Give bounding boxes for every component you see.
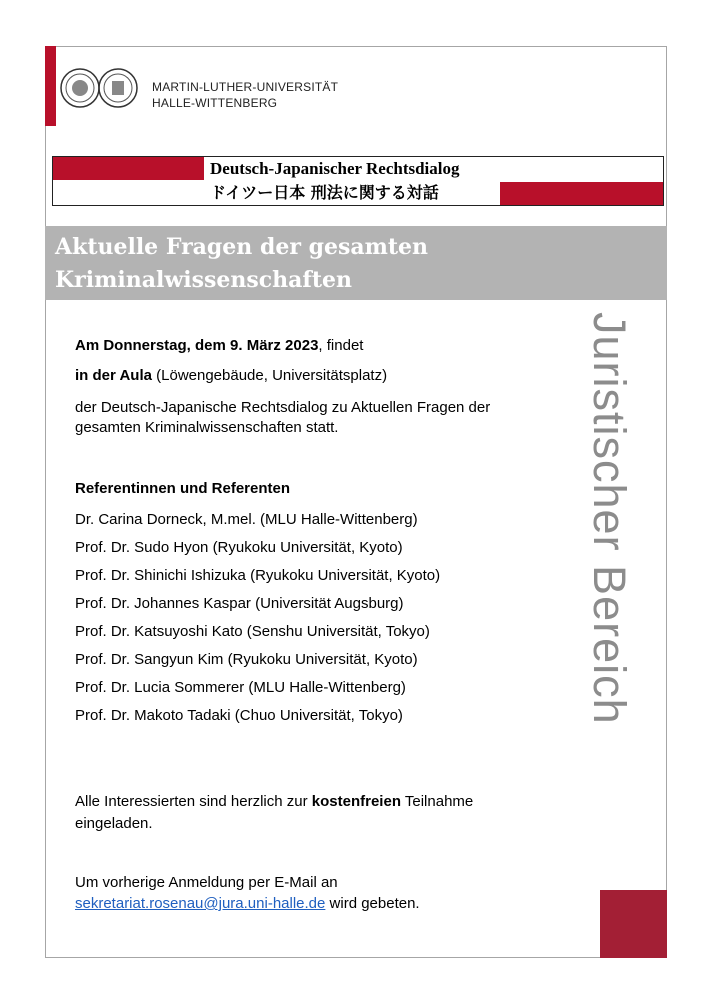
side-label: [566, 312, 654, 812]
accent-bar: [45, 46, 56, 126]
registration-line2: [75, 894, 420, 914]
invite-part2: Teilnahme: [400, 793, 474, 810]
speaker-item: Prof. Dr. Shinichi Ishizuka (Ryukoku Universität, Kyoto): [75, 567, 441, 584]
speaker-item: Prof. Dr. Johannes Kaspar (Universität Augsburg): [75, 595, 404, 612]
dialog-title-de: Deutsch-Japanischer Rechtsdialog: [210, 159, 460, 178]
speaker-item: Prof. Dr. Sangyun Kim (Ryukoku Universität, Kyoto): [75, 651, 418, 668]
invite-line1: [75, 792, 473, 812]
page-title: [55, 231, 535, 297]
intro-date-line: [75, 336, 363, 356]
registration-line1: Um vorherige Anmeldung per E-Mail an: [75, 874, 338, 891]
dialog-title-jp: ドイツー日本 刑法に関する対話: [210, 183, 439, 202]
university-seal-icon: [60, 66, 140, 110]
speaker-item: Prof. Dr. Makoto Tadaki (Chuo Universität, Tokyo): [75, 707, 403, 724]
intro-place-line: [75, 366, 387, 386]
speaker-item: Prof. Dr. Katsuyoshi Kato (Senshu Universität, Tokyo): [75, 623, 430, 640]
corner-accent: [600, 890, 667, 958]
speaker-item: Prof. Dr. Sudo Hyon (Ryukoku Universität, Kyoto): [75, 539, 403, 556]
side-label-text: Juristischer Bereich: [584, 312, 635, 725]
page-title-line2: Kriminalwissenschaften: [55, 267, 353, 293]
speakers-heading: Referentinnen und Referenten: [75, 480, 291, 497]
intro-desc-line2: gesamten Kriminalwissenschaften statt.: [75, 419, 339, 436]
invite-part1: Alle Interessierten sind herzlich zur: [75, 793, 312, 810]
speaker-item: Prof. Dr. Lucia Sommerer (MLU Halle-Wittenberg): [75, 679, 406, 696]
intro-desc-line1: der Deutsch-Japanische Rechtsdialog zu Aktuellen Fragen der: [75, 399, 491, 416]
invite-bold: kostenfreien: [311, 793, 401, 810]
page-title-line1: Aktuelle Fragen der gesamten: [55, 234, 429, 260]
email-link[interactable]: sekretariat.rosenau@jura.uni-halle.de: [75, 895, 326, 912]
intro-place-rest: (Löwengebäude, Universitätsplatz): [151, 367, 388, 384]
speaker-item: Dr. Carina Dorneck, M.mel. (MLU Halle-Wittenberg): [75, 511, 418, 528]
university-name: [152, 79, 338, 111]
university-name-line1: MARTIN-LUTHER-UNIVERSITÄT: [152, 80, 339, 94]
intro-place: in der Aula: [75, 367, 152, 384]
invite-line2: eingeladen.: [75, 815, 153, 832]
intro-date-rest: , findet: [318, 337, 364, 354]
registration-suffix: wird gebeten.: [325, 895, 420, 912]
university-name-line2: HALLE-WITTENBERG: [152, 96, 278, 110]
title-underline: [65, 300, 545, 302]
intro-date: Am Donnerstag, dem 9. März 2023: [75, 337, 319, 354]
